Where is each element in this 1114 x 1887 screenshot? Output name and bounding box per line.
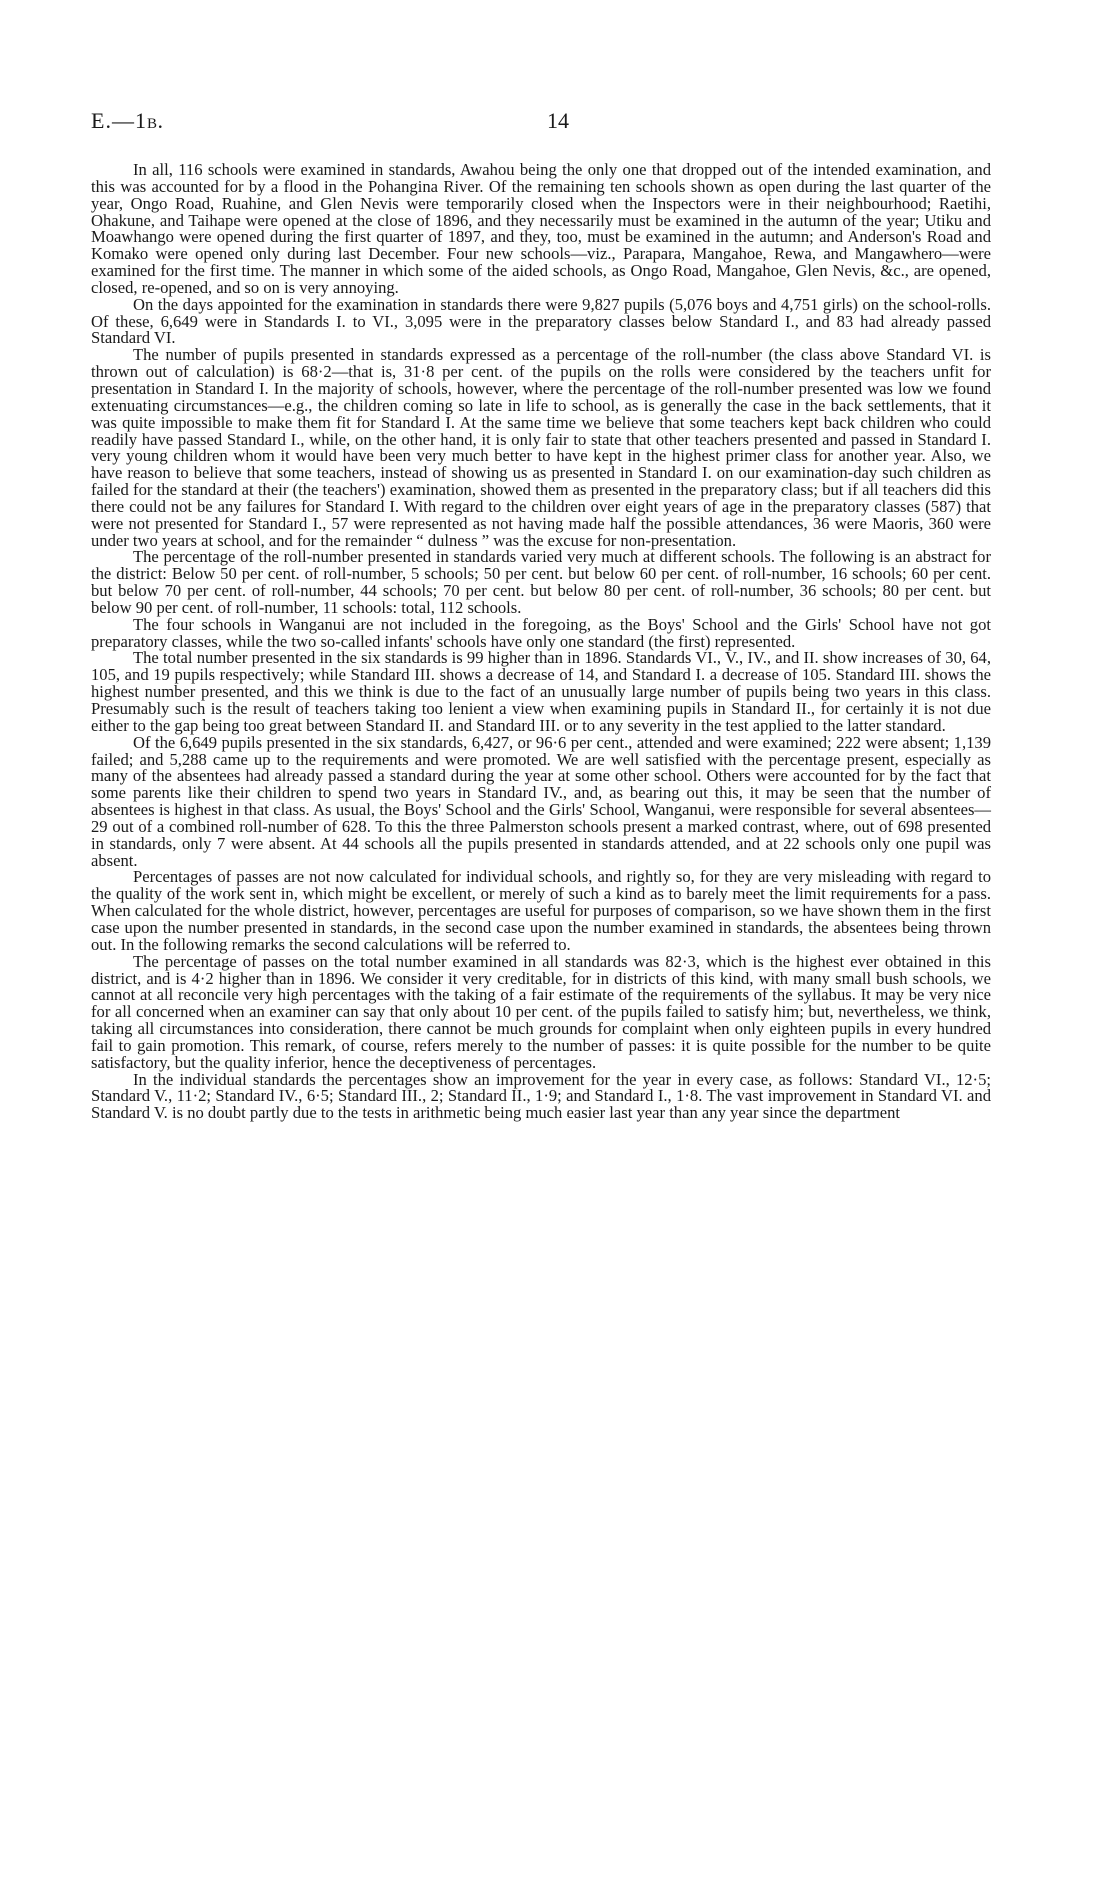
paragraph-pupils-on-rolls: On the days appointed for the examination in standards there were 9,827 pupils (5,076 boys and 4,751 girls) on the school-rolls. Of these, 6,649 were in Standards I. to VI., 3,095 were in the preparatory classes below Standard I., and 83 had already passed Standard VI. bbox=[91, 294, 991, 348]
page-header bbox=[91, 108, 991, 138]
paragraph-district-abstract: The percentage of the roll-number presented in standards varied very much at different schools. The following is an abstract for the district: Below 50 per cent. of roll-number, 5 schools; 50 per cent. but below 60 per cent. of roll-number, 16 schools; 60 per cent. but below 70 per cent. of roll-number, 44 schools; 70 per cent. but below 80 per cent. of roll-number, 36 schools; 80 per cent. but below 90 per cent. of roll-number, 11 schools: total, 112 schools. bbox=[91, 547, 991, 617]
paragraph-schools-examined: In all, 116 schools were examined in standards, Awahou being the only one that dropped out of the intended examination, and this was accounted for by a flood in the Pohangina River. Of the remaining ten schools shown as open during the last quarter of the year, Ongo Road, Ruahine, and Glen Nevis were temporarily closed when the Inspectors were in their neighbourhood; Raetihi, Ohakune, and Taihape were opened at the close of 1896, and they necessarily must be examined in the autumn of the year; Utiku and Moawhango were opened during the first quarter of 1897, and they, too, must be examined in the autumn; and Anderson's Road and Komako were opened only during last December. Four new schools—viz., Parapara, Mangahoe, Rewa, and Mangawhero—were examined for the first time. The manner in which some of the aided schools, as Ongo Road, Mangahoe, Glen Nevis, &c., are opened, closed, re-opened, and so on is very annoying. bbox=[91, 160, 991, 297]
document-reference-main: E.—1 bbox=[91, 108, 147, 133]
paragraph-roll-number-percentage: The number of pupils presented in standards expressed as a percentage of the roll-number (the class above Standard VI. is thrown out of calculation) is 68·2—that is, 31·8 per cent. of the pupils on the rolls were considered by the teachers unfit for presentation in Standard I. In the majority of schools, however, where the percentage of the roll-number presented was low we found extenuating circumstances—e.g., the children coming so late in life to school, as is generally the case in the back settlements, that it was quite impossible to make them fit for Standard I. At the same time we believe that some teachers kept back children who could readily have passed Standard I., while, on the other hand, it is only fair to state that other teachers presented and passed in Standard I. very young children whom it would have been very much better to have kept in the highest primer class for another year. Also, we have reason to believe that some teachers, instead of showing us as presented in Standard I. on our examination-day such children as failed for the standard at their (the teachers') examination, showed them as presented in the preparatory class; but if all teachers did this there could not be any failures for Standard I. With regard to the children over eight years of age in the preparatory classes (587) that were not presented for Standard I., 57 were represented as not having made half the possible attendances, 36 were Maoris, 360 were under two years at school, and for the remainder “ dulness ” was the excuse for non-presentation. bbox=[91, 345, 991, 550]
paragraph-attendance: Of the 6,649 pupils presented in the six standards, 6,427, or 96·6 per cent., attended and were examined; 222 were absent; 1,139 failed; and 5,288 came up to the requirements and were promoted. We are well satisfied with the percentage present, especially as many of the absentees had already passed a standard during the year at some other school. Others were accounted for by the fact that some parents like their children to spend two years in Standard IV., and, as bearing out this, it may be seen that the number of absentees is highest in that class. As usual, the Boys' School and the Girls' School, Wanganui, were responsible for several absentees—29 out of a combined roll-number of 628. To this the three Palmerston schools present a marked contrast, where, out of 698 presented in standards, only 7 were absent. At 44 schools all the pupils presented in standards attended, and at 22 schools only one pupil was absent. bbox=[91, 732, 991, 870]
paragraph-wanganui-schools: The four schools in Wanganui are not included in the foregoing, as the Boys' School and the Girls' School have not got preparatory classes, while the two so-called infants' schools have only one standard (the first) represented. bbox=[91, 614, 991, 651]
page-number: 14 bbox=[547, 108, 569, 133]
document-reference-tail: . bbox=[157, 108, 164, 133]
paragraph-total-presented: The total number presented in the six standards is 99 higher than in 1896. Standards VI., V., IV., and II. show increases of 30, 64, 105, and 19 pupils respectively; while Standard III. shows a decrease of 14, and Standard I. a decrease of 105. Standard III. shows the highest number presented, and this we think is due to the fact of an unusually large number of pupils being two years in this class. Presumably such is the result of teachers taking too lenient a view when examining pupils in Standard II., for certainly it is not due either to the gap being too great between Standard II. and Standard III. or to any severity in the test applied to the latter standard. bbox=[91, 648, 991, 735]
body-text bbox=[91, 162, 991, 1122]
paragraph-percentages-of-passes: Percentages of passes are not now calculated for individual schools, and rightly so, for they are very misleading with regard to the quality of the work sent in, which might be excellent, or merely of such a kind as to barely meet the limit requirements for a pass. When calculated for the whole district, however, percentages are useful for purposes of comparison, so we have shown them in the first case upon the number presented in standards, in the second case upon the number examined in standards, the absentees being thrown out. In the following remarks the second calculations will be referred to. bbox=[91, 867, 991, 954]
paragraph-total-pass-percentage: The percentage of passes on the total number examined in all standards was 82·3, which is the highest ever obtained in this district, and is 4·2 higher than in 1896. We consider it very creditable, for in districts of this kind, with many small bush schools, we cannot at all reconcile very high percentages with the taking of a fair estimate of the requirements of the syllabus. It may be very nice for all concerned when an examiner can say that only about 10 per cent. of the pupils failed to satisfy him; but, nevertheless, we think, taking all circumstances into consideration, there cannot be much grounds for complaint when only eighteen pupils in every hundred fail to gain promotion. This remark, of course, refers merely to the number of passes: it is quite possible for the number to be quite satisfactory, but the quality inferior, hence the deceptiveness of percentages. bbox=[91, 951, 991, 1072]
document-reference bbox=[91, 108, 164, 134]
document-reference-small: B bbox=[146, 116, 158, 132]
paragraph-individual-standards: In the individual standards the percentages show an improvement for the year in every case, as follows: Standard VI., 12·5; Standard V., 11·2; Standard IV., 6·5; Standard III., 2; Standard II., 1·9; and Standard I., 1·8. The vast improvement in Standard VI. and Standard V. is no doubt partly due to the tests in arithmetic being much easier last year than any year since the department bbox=[91, 1069, 991, 1123]
